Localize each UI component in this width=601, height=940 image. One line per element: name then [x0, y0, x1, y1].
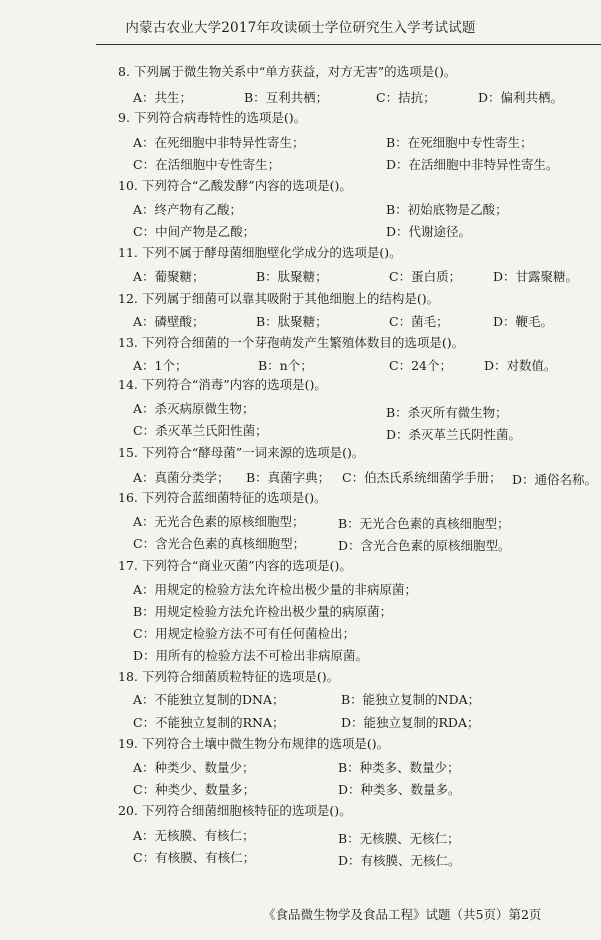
q18-option-c: C：不能独立复制的RNA；	[133, 715, 285, 730]
question-14: 14. 下列符合“消毒”内容的选项是()。	[118, 377, 327, 392]
q13-option-d: D：对数值。	[484, 358, 557, 373]
q19-option-a: A：种类少、数量少；	[133, 760, 255, 775]
q15-option-d: D：通俗名称。	[512, 472, 598, 487]
q17-option-c: C：用规定检验方法不可有任何菌检出；	[133, 626, 356, 641]
q19-option-b: B：种类多、数量少；	[338, 760, 460, 775]
question-10: 10. 下列符合“乙酸发酵”内容的选项是()。	[118, 178, 352, 193]
q15-option-a: A：真菌分类学；	[133, 470, 230, 485]
q9-option-a: A：在死细胞中非特异性寄生；	[133, 135, 305, 150]
q18-option-b: B：能独立复制的NDA；	[341, 692, 481, 707]
question-17: 17. 下列符合“商业灭菌”内容的选项是()。	[118, 558, 352, 573]
q8-option-d: D：偏利共栖。	[478, 90, 564, 105]
q10-option-b: B：初始底物是乙酸；	[386, 202, 508, 217]
q11-option-c: C：蛋白质；	[389, 269, 462, 284]
page-footer: 《食品微生物学及食品工程》试题（共5页）第2页	[263, 907, 542, 922]
question-20: 20. 下列符合细菌细胞核特征的选项是()。	[118, 803, 352, 818]
q11-option-d: D：甘露聚糖。	[493, 269, 579, 284]
q9-option-c: C：在活细胞中专性寄生；	[133, 157, 281, 172]
q11-option-a: A：葡聚糖；	[133, 269, 205, 284]
q11-option-b: B：肽聚糖；	[256, 269, 328, 284]
q16-option-c: C：含光合色素的真核细胞型；	[133, 536, 306, 551]
q12-option-c: C：菌毛；	[389, 314, 449, 329]
q19-option-d: D：种类多、数量多。	[338, 782, 461, 797]
q15-option-b: B：真菌字典；	[246, 470, 331, 485]
q16-option-d: D：含光合色素的原核细胞型。	[338, 538, 511, 553]
question-13: 13. 下列符合细菌的一个芽孢萌发产生繁殖体数目的选项是()。	[118, 335, 465, 350]
q10-option-a: A：终产物有乙酸；	[133, 202, 243, 217]
q13-option-c: C：24个；	[389, 358, 452, 373]
q16-option-a: A：无光合色素的原核细胞型；	[133, 514, 305, 529]
q20-option-a: A：无核膜、有核仁；	[133, 828, 255, 843]
question-8: 8. 下列属于微生物关系中“单方获益，对方无害”的选项是()。	[118, 64, 457, 79]
question-16: 16. 下列符合蓝细菌特征的选项是()。	[118, 490, 327, 505]
q10-option-d: D：代谢途径。	[386, 224, 472, 239]
exam-header: 内蒙古农业大学2017年攻读硕士学位研究生入学考试试题	[125, 20, 476, 36]
q14-option-a: A：杀灭病原微生物；	[133, 401, 255, 416]
q14-option-d: D：杀灭革兰氏阴性菌。	[386, 427, 522, 442]
q18-option-d: D：能独立复制的RDA；	[341, 715, 480, 730]
question-12: 12. 下列属于细菌可以靠其吸附于其他细胞上的结构是()。	[118, 291, 440, 306]
q20-option-b: B：无核膜、无核仁；	[338, 831, 460, 846]
q20-option-c: C：有核膜、有核仁；	[133, 850, 256, 865]
question-9: 9. 下列符合病毒特性的选项是()。	[118, 110, 307, 125]
q13-option-b: B：n个；	[258, 358, 313, 373]
q8-option-a: A：共生；	[133, 90, 193, 105]
q12-option-d: D：鞭毛。	[493, 314, 554, 329]
q8-option-b: B：互利共栖；	[244, 90, 329, 105]
q18-option-a: A：不能独立复制的DNA；	[133, 692, 285, 707]
q19-option-c: C：种类少、数量多；	[133, 782, 256, 797]
q9-option-d: D：在活细胞中非特异性寄生。	[386, 157, 559, 172]
q14-option-b: B：杀灭所有微生物；	[386, 405, 508, 420]
q14-option-c: C：杀灭革兰氏阳性菌；	[133, 423, 268, 438]
q13-option-a: A：1个；	[133, 358, 188, 373]
q17-option-a: A：用规定的检验方法允许检出极少量的非病原菌；	[133, 582, 418, 597]
question-15: 15. 下列符合“酵母菌”一词来源的选项是()。	[118, 445, 365, 460]
q17-option-b: B：用规定检验方法允许检出极少量的病原菌；	[133, 604, 393, 619]
question-19: 19. 下列符合土壤中微生物分布规律的选项是()。	[118, 736, 390, 751]
q12-option-a: A：磷壁酸；	[133, 314, 205, 329]
q12-option-b: B：肽聚糖；	[256, 314, 328, 329]
q9-option-b: B：在死细胞中专性寄生；	[386, 135, 533, 150]
header-rule	[96, 44, 601, 45]
q16-option-b: B：无光合色素的真核细胞型；	[338, 516, 510, 531]
q20-option-d: D：有核膜、无核仁。	[338, 853, 461, 868]
q8-option-c: C：拮抗；	[376, 90, 436, 105]
question-11: 11. 下列不属于酵母菌细胞壁化学成分的选项是()。	[118, 245, 402, 260]
q15-option-c: C：伯杰氏系统细菌学手册；	[342, 470, 502, 485]
question-18: 18. 下列符合细菌质粒特征的选项是()。	[118, 669, 340, 684]
q10-option-c: C：中间产物是乙酸；	[133, 224, 256, 239]
q17-option-d: D：用所有的检验方法不可检出非病原菌。	[133, 648, 369, 663]
